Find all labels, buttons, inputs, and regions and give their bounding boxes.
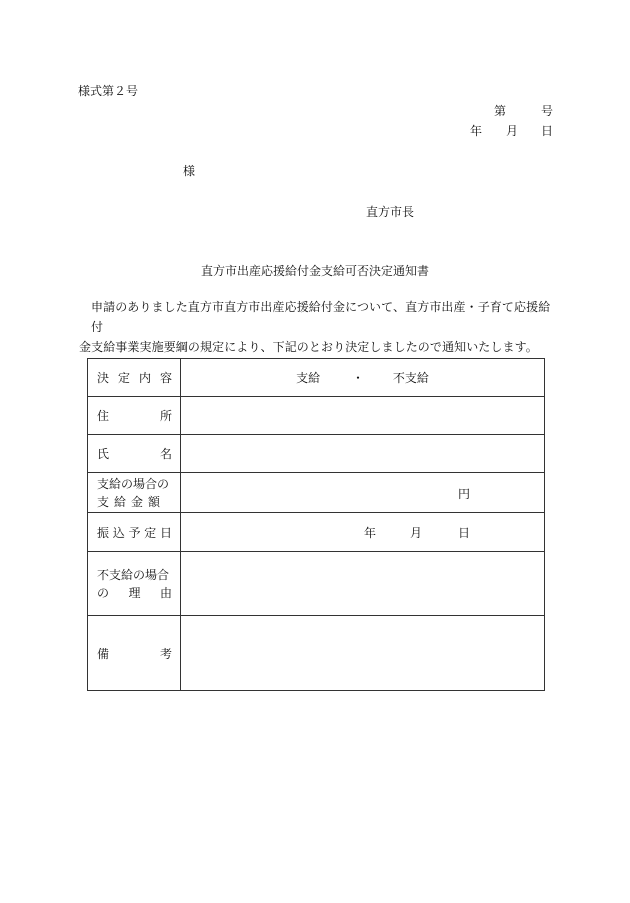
name-label: 氏 名	[88, 435, 181, 473]
notice-body-line-1: 申請のありました直方市直方市出産応援給付金について、直方市出産・子育て応援給付	[91, 300, 551, 334]
date-year: 年	[470, 124, 483, 138]
decision-table	[87, 358, 545, 691]
decision-value[interactable]	[181, 359, 545, 397]
row-name	[88, 435, 545, 473]
address-label: 住 所	[88, 397, 181, 435]
document-title: 直方市出産応援給付金支給可否決定通知書	[200, 264, 429, 278]
form-number: 様式第２号	[78, 84, 139, 98]
transfer-day: 日	[458, 526, 471, 540]
date-day: 日	[541, 124, 554, 138]
name-field[interactable]	[181, 435, 545, 473]
option-reject[interactable]: 不支給	[392, 371, 429, 385]
transfer-month: 月	[410, 526, 423, 540]
date-month: 月	[506, 124, 519, 138]
doc-number-label-first: 第	[494, 104, 507, 118]
row-amount	[88, 473, 545, 513]
row-decision	[88, 359, 545, 397]
decision-label: 決 定 内 容	[88, 359, 181, 397]
remarks-label: 備 考	[88, 616, 181, 691]
amount-field[interactable]	[181, 473, 545, 513]
reason-field[interactable]	[181, 552, 545, 616]
row-transfer-date	[88, 513, 545, 552]
option-approve[interactable]: 支給	[296, 371, 321, 385]
remarks-field[interactable]	[181, 616, 545, 691]
transfer-year: 年	[364, 526, 377, 540]
doc-number-label-second: 号	[541, 104, 554, 118]
reason-label: 不支給の場合 の 理 由	[88, 552, 181, 616]
transfer-date-field[interactable]	[181, 513, 545, 552]
row-reason	[88, 552, 545, 616]
row-address	[88, 397, 545, 435]
amount-unit: 円	[458, 487, 471, 501]
option-separator: ・	[351, 371, 364, 385]
notice-body	[79, 297, 554, 357]
address-field[interactable]	[181, 397, 545, 435]
sender-name: 直方市長	[366, 205, 415, 219]
transfer-date-label: 振 込 予 定 日	[88, 513, 181, 552]
amount-label: 支給の場合の 支 給 金 額	[88, 473, 181, 513]
notice-body-line-2: 金支給事業実施要綱の規定により、下記のとおり決定しましたので通知いたします。	[79, 340, 538, 354]
row-remarks	[88, 616, 545, 691]
addressee-honorific: 様	[183, 164, 196, 178]
